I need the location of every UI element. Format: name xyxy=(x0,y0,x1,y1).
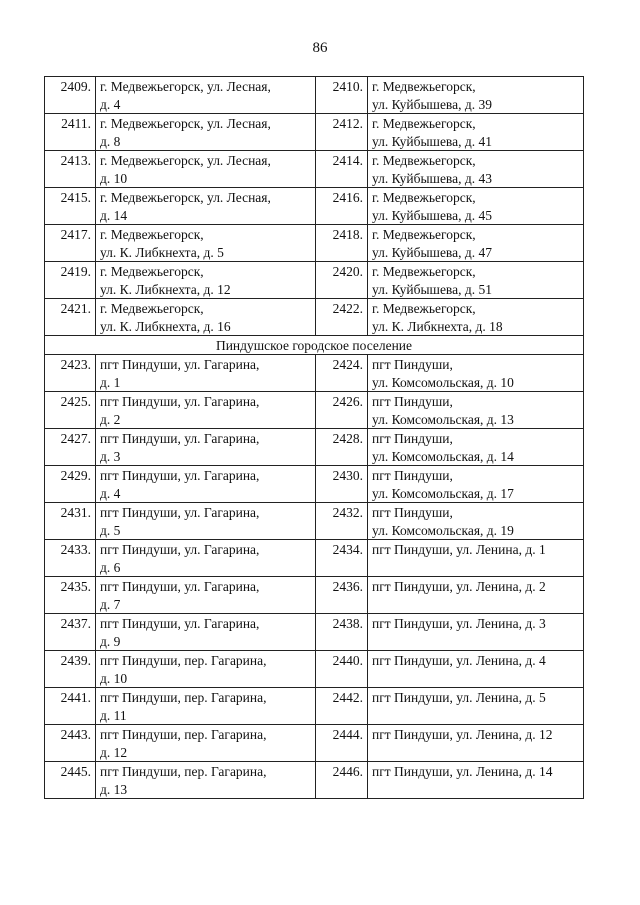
table-row xyxy=(45,762,584,799)
section-header-group xyxy=(45,336,584,355)
entry-number: 2410. xyxy=(316,77,368,114)
entry-number: 2430. xyxy=(316,466,368,503)
entry-number: 2431. xyxy=(45,503,96,540)
entry-address: пгт Пиндуши, ул. Ленина, д. 5 xyxy=(368,688,584,725)
entry-address: г. Медвежьегорск, ул. К. Либкнехта, д. 12 xyxy=(96,262,316,299)
entry-number: 2443. xyxy=(45,725,96,762)
entry-number: 2421. xyxy=(45,299,96,336)
entry-address: пгт Пиндуши, ул. Ленина, д. 14 xyxy=(368,762,584,799)
table-row xyxy=(45,466,584,503)
table-row xyxy=(45,577,584,614)
table-row xyxy=(45,188,584,225)
entry-number: 2440. xyxy=(316,651,368,688)
entry-address: пгт Пиндуши, ул. Гагарина, д. 3 xyxy=(96,429,316,466)
table-row xyxy=(45,225,584,262)
entry-address: пгт Пиндуши, ул. Комсомольская, д. 17 xyxy=(368,466,584,503)
entry-address: пгт Пиндуши, ул. Ленина, д. 1 xyxy=(368,540,584,577)
entry-address: пгт Пиндуши, ул. Комсомольская, д. 19 xyxy=(368,503,584,540)
entry-address: пгт Пиндуши, пер. Гагарина, д. 10 xyxy=(96,651,316,688)
entry-number: 2437. xyxy=(45,614,96,651)
table-row xyxy=(45,392,584,429)
entry-number: 2420. xyxy=(316,262,368,299)
entry-address: г. Медвежьегорск, ул. Лесная, д. 4 xyxy=(96,77,316,114)
entry-number: 2418. xyxy=(316,225,368,262)
entry-number: 2434. xyxy=(316,540,368,577)
entry-address: г. Медвежьегорск, ул. Лесная, д. 10 xyxy=(96,151,316,188)
entry-address: пгт Пиндуши, ул. Ленина, д. 12 xyxy=(368,725,584,762)
entry-address: пгт Пиндуши, ул. Гагарина, д. 7 xyxy=(96,577,316,614)
entry-number: 2423. xyxy=(45,355,96,392)
entry-number: 2444. xyxy=(316,725,368,762)
entry-number: 2412. xyxy=(316,114,368,151)
entry-address: пгт Пиндуши, пер. Гагарина, д. 11 xyxy=(96,688,316,725)
entry-number: 2426. xyxy=(316,392,368,429)
entry-number: 2422. xyxy=(316,299,368,336)
entry-number: 2435. xyxy=(45,577,96,614)
entry-number: 2416. xyxy=(316,188,368,225)
page-number: 86 xyxy=(312,40,328,56)
entry-address: пгт Пиндуши, ул. Ленина, д. 3 xyxy=(368,614,584,651)
section-title: Пиндушское городское поселение xyxy=(45,336,584,355)
entry-address: г. Медвежьегорск, ул. Куйбышева, д. 41 xyxy=(368,114,584,151)
entry-number: 2427. xyxy=(45,429,96,466)
table-row xyxy=(45,151,584,188)
entry-address: пгт Пиндуши, ул. Гагарина, д. 1 xyxy=(96,355,316,392)
entry-address: г. Медвежьегорск, ул. Куйбышева, д. 47 xyxy=(368,225,584,262)
entry-number: 2438. xyxy=(316,614,368,651)
entry-address: г. Медвежьегорск, ул. К. Либкнехта, д. 16 xyxy=(96,299,316,336)
entry-address: г. Медвежьегорск, ул. Куйбышева, д. 43 xyxy=(368,151,584,188)
entry-address: пгт Пиндуши, ул. Гагарина, д. 4 xyxy=(96,466,316,503)
entry-address: пгт Пиндуши, ул. Ленина, д. 4 xyxy=(368,651,584,688)
table-body-bottom xyxy=(45,355,584,799)
entry-number: 2442. xyxy=(316,688,368,725)
entry-number: 2425. xyxy=(45,392,96,429)
entry-address: г. Медвежьегорск, ул. Лесная, д. 14 xyxy=(96,188,316,225)
entry-number: 2419. xyxy=(45,262,96,299)
entry-address: г. Медвежьегорск, ул. Куйбышева, д. 45 xyxy=(368,188,584,225)
table-row xyxy=(45,355,584,392)
entry-number: 2439. xyxy=(45,651,96,688)
entry-number: 2413. xyxy=(45,151,96,188)
table-row xyxy=(45,688,584,725)
table-row xyxy=(45,114,584,151)
entry-address: пгт Пиндуши, ул. Комсомольская, д. 13 xyxy=(368,392,584,429)
entry-number: 2411. xyxy=(45,114,96,151)
table-row xyxy=(45,651,584,688)
entry-number: 2424. xyxy=(316,355,368,392)
table-row xyxy=(45,725,584,762)
entry-number: 2445. xyxy=(45,762,96,799)
table-body-top xyxy=(45,77,584,336)
entry-address: г. Медвежьегорск, ул. Лесная, д. 8 xyxy=(96,114,316,151)
entry-address: г. Медвежьегорск, ул. К. Либкнехта, д. 5 xyxy=(96,225,316,262)
entry-number: 2433. xyxy=(45,540,96,577)
entry-address: г. Медвежьегорск, ул. К. Либкнехта, д. 18 xyxy=(368,299,584,336)
entry-address: г. Медвежьегорск, ул. Куйбышева, д. 51 xyxy=(368,262,584,299)
address-table xyxy=(44,76,584,799)
entry-number: 2417. xyxy=(45,225,96,262)
entry-number: 2436. xyxy=(316,577,368,614)
entry-address: пгт Пиндуши, пер. Гагарина, д. 13 xyxy=(96,762,316,799)
entry-number: 2441. xyxy=(45,688,96,725)
table-row xyxy=(45,503,584,540)
entry-address: пгт Пиндуши, ул. Комсомольская, д. 10 xyxy=(368,355,584,392)
entry-address: пгт Пиндуши, ул. Гагарина, д. 5 xyxy=(96,503,316,540)
table-row xyxy=(45,299,584,336)
table-row xyxy=(45,614,584,651)
entry-address: г. Медвежьегорск, ул. Куйбышева, д. 39 xyxy=(368,77,584,114)
section-header-row xyxy=(45,336,584,355)
entry-address: пгт Пиндуши, ул. Гагарина, д. 2 xyxy=(96,392,316,429)
table-row xyxy=(45,77,584,114)
entry-number: 2409. xyxy=(45,77,96,114)
entry-address: пгт Пиндуши, ул. Гагарина, д. 9 xyxy=(96,614,316,651)
entry-address: пгт Пиндуши, ул. Комсомольская, д. 14 xyxy=(368,429,584,466)
table-row xyxy=(45,262,584,299)
entry-number: 2415. xyxy=(45,188,96,225)
entry-address: пгт Пиндуши, пер. Гагарина, д. 12 xyxy=(96,725,316,762)
entry-number: 2428. xyxy=(316,429,368,466)
entry-number: 2432. xyxy=(316,503,368,540)
entry-number: 2429. xyxy=(45,466,96,503)
entry-number: 2446. xyxy=(316,762,368,799)
entry-number: 2414. xyxy=(316,151,368,188)
table-row xyxy=(45,540,584,577)
entry-address: пгт Пиндуши, ул. Гагарина, д. 6 xyxy=(96,540,316,577)
entry-address: пгт Пиндуши, ул. Ленина, д. 2 xyxy=(368,577,584,614)
table-row xyxy=(45,429,584,466)
